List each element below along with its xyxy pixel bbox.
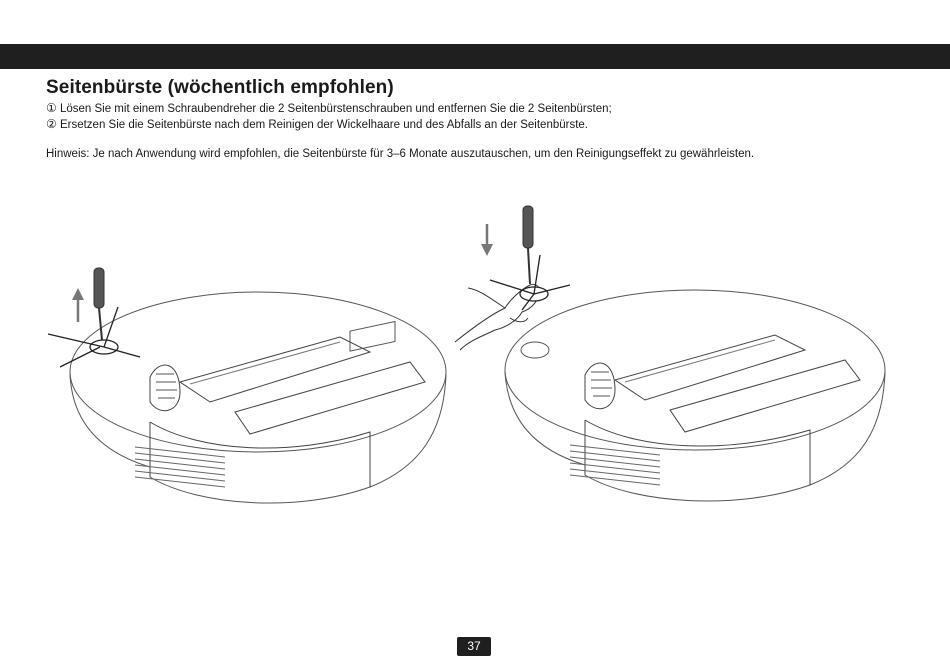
down-arrow-icon: [481, 224, 493, 256]
instruction-step-1: [46, 101, 612, 115]
header-bar: [0, 44, 950, 69]
screwdriver-icon: [523, 206, 533, 284]
side-brush-icon: [48, 307, 140, 367]
robot-vacuum-install-brush-illustration: [450, 200, 890, 520]
robot-vacuum-remove-brush-illustration: [40, 262, 450, 522]
instruction-step-2: [46, 117, 588, 131]
step-text: Ersetzen Sie die Seitenbürste nach dem Reinigen der Wickelhaare und des Abfalls an der Seitenbürste.: [56, 119, 588, 131]
step-number: ①: [46, 101, 57, 115]
step-text: Lösen Sie mit einem Schraubendreher die 2 Seitenbürstenschrauben und entfernen Sie die 2 Seitenbürsten;: [56, 103, 612, 115]
section-title: Seitenbürste (wöchentlich empfohlen): [46, 77, 394, 98]
step-number: ②: [46, 117, 57, 131]
page-number: 37: [457, 637, 491, 656]
up-arrow-icon: [72, 288, 84, 322]
hint-note: Hinweis: Je nach Anwendung wird empfohlen, die Seitenbürste für 3–6 Monate auszutauschen, um den Reinigungseffekt zu gewährleisten.: [46, 148, 755, 160]
